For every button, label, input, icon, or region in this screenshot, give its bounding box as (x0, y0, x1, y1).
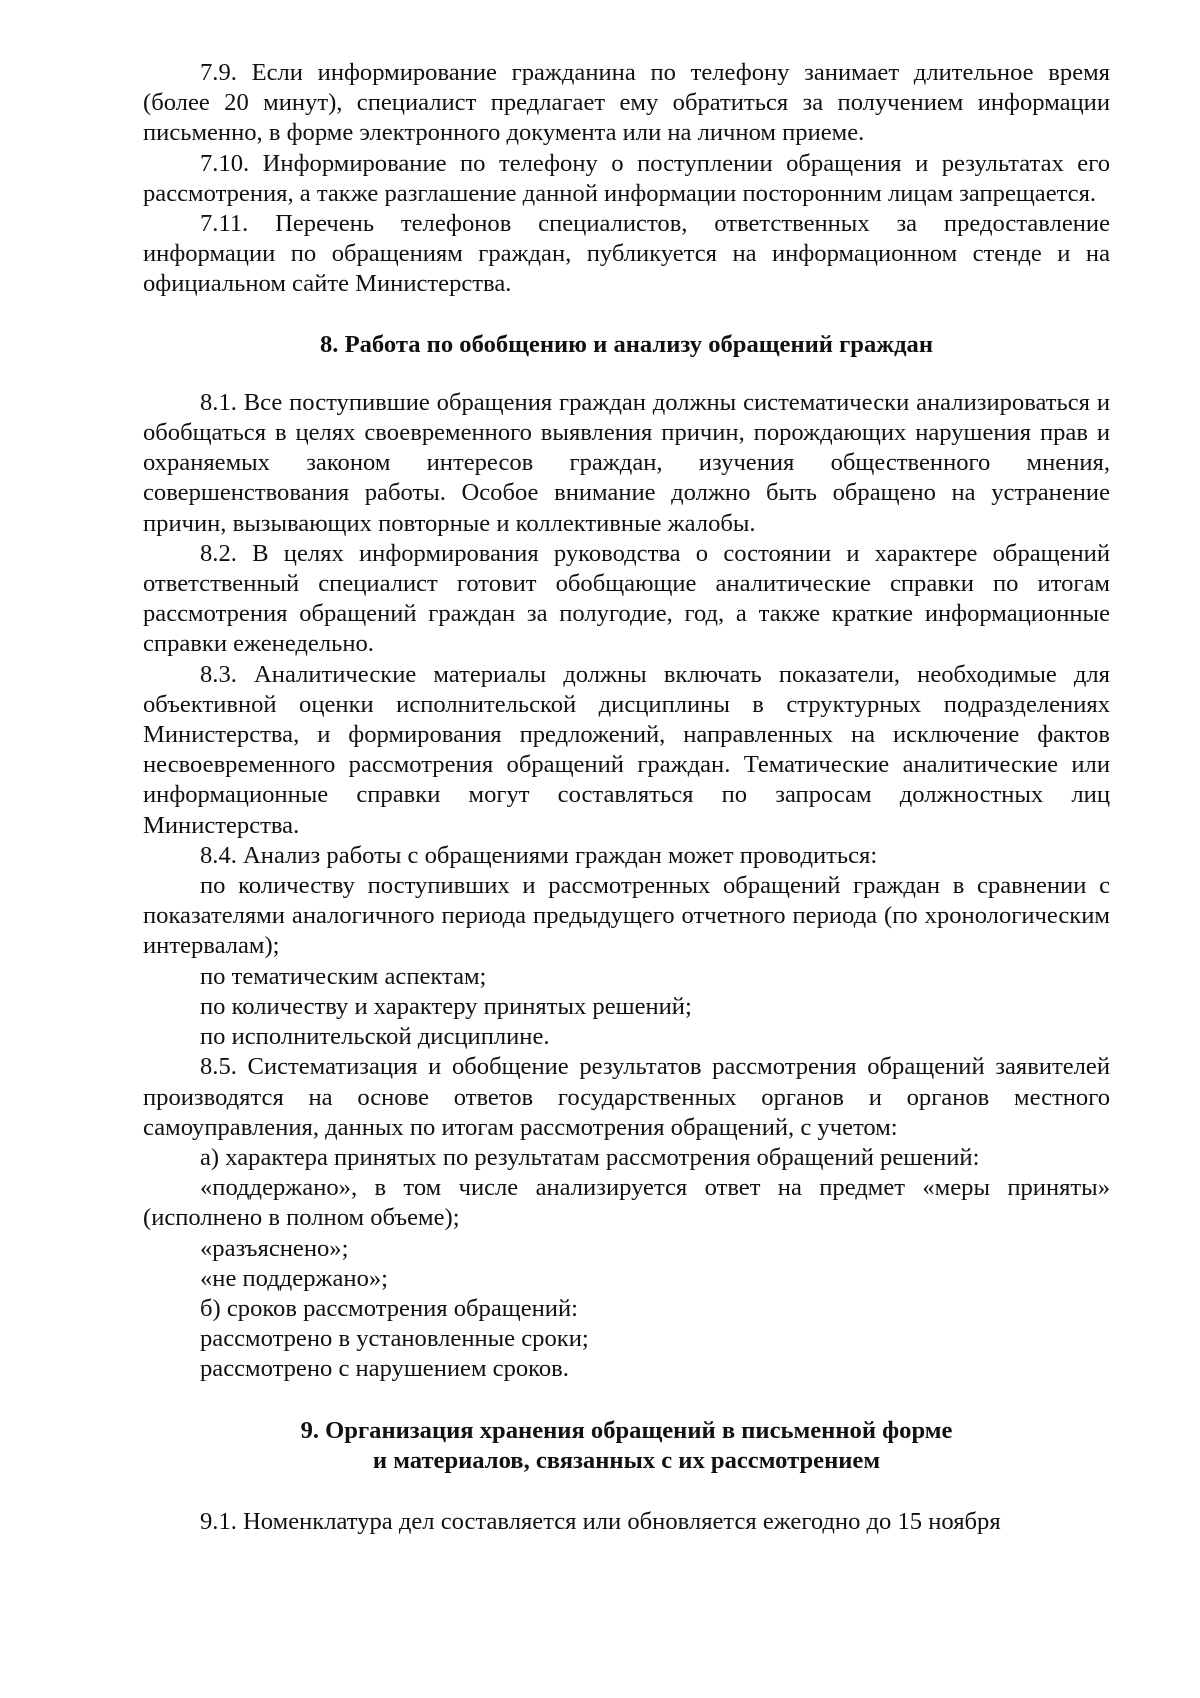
spacer (143, 1476, 1110, 1507)
paragraph-8-4-item-b: по тематическим аспектам; (200, 962, 487, 990)
paragraph-8-4: 8.4. Анализ работы с обращениями граждан может проводиться: (200, 841, 878, 869)
paragraph-7-10: 7.10. Информирование по телефону о поступлении обращения и результатах его рассмотрения, а также разглашение данной информации посторонним лицам запрещается. (143, 149, 1110, 207)
section-9-heading-line-1: 9. Организация хранения обращений в письменной форме (300, 1416, 953, 1444)
section-9-heading-line-2: и материалов, связанных с их рассмотрением (372, 1446, 881, 1474)
paragraph-8-5-item-b1: рассмотрено в установленные сроки; (200, 1325, 589, 1353)
paragraph-8-2: 8.2. В целях информирования руководства о состоянии и характере обращений ответственный специалист готовит обобщающие аналитические справки по итогам рассмотрения обращений граждан за полугодие, год, а также краткие информационные справки еженедельно. (143, 539, 1110, 658)
document-body (143, 58, 1110, 1537)
paragraph-8-5-item-a1: «поддержано», в том числе анализируется ответ на предмет «меры приняты» (исполнено в полном объеме); (143, 1174, 1110, 1232)
paragraph-8-4-item-c: по количеству и характеру принятых решений; (200, 992, 692, 1020)
paragraph-8-5-item-b: б) сроков рассмотрения обращений: (200, 1294, 578, 1322)
paragraph-8-5-item-b2: рассмотрено с нарушением сроков. (200, 1355, 569, 1383)
paragraph-8-3: 8.3. Аналитические материалы должны включать показатели, необходимые для объективной оценки исполнительской дисциплины в структурных подразделениях Министерства, и формирования предложений, направленных на исключение фактов несвоевременного рассмотрения обращений граждан. Тематические аналитические или информационные справки могут составляться по запросам должностных лиц Министерства. (143, 660, 1110, 839)
paragraph-8-5-item-a: а) характера принятых по результатам рассмотрения обращений решений: (200, 1143, 980, 1171)
paragraph-8-5-item-a2: «разъяснено»; (200, 1234, 349, 1262)
paragraph-9-1: 9.1. Номенклатура дел составляется или обновляется ежегодно до 15 ноября (200, 1507, 1001, 1535)
paragraph-8-1: 8.1. Все поступившие обращения граждан должны систематически анализироваться и обобщаться в целях своевременного выявления причин, порождающих нарушения прав и охраняемых законом интересов граждан, изучения общественного мнения, совершенствования работы. Особое внимание должно быть обращено на устранение причин, вызывающих повторные и коллективные жалобы. (143, 388, 1110, 537)
paragraph-8-4-item-a: по количеству поступивших и рассмотренных обращений граждан в сравнении с показателями аналогичного периода предыдущего отчетного периода (по хронологическим интервалам); (143, 872, 1110, 960)
paragraph-8-5: 8.5. Систематизация и обобщение результатов рассмотрения обращений заявителей производятся на основе ответов государственных органов и органов местного самоуправления, данных по итогам рассмотрения обращений, с учетом: (143, 1053, 1110, 1141)
paragraph-8-5-item-a3: «не поддержано»; (200, 1264, 389, 1292)
spacer (143, 300, 1110, 330)
section-8-heading: 8. Работа по обобщению и анализу обращений граждан (320, 330, 933, 358)
paragraph-7-11: 7.11. Перечень телефонов специалистов, ответственных за предоставление информации по обращениям граждан, публикуется на информационном стенде и на официальном сайте Министерства. (143, 210, 1110, 298)
spacer (143, 360, 1110, 388)
spacer (143, 1385, 1110, 1416)
paragraph-7-9: 7.9. Если информирование гражданина по телефону занимает длительное время (более 20 минут), специалист предлагает ему обратиться за получением информации письменно, в форме электронного документа или на личном приеме. (143, 59, 1110, 147)
paragraph-8-4-item-d: по исполнительской дисциплине. (200, 1023, 550, 1051)
